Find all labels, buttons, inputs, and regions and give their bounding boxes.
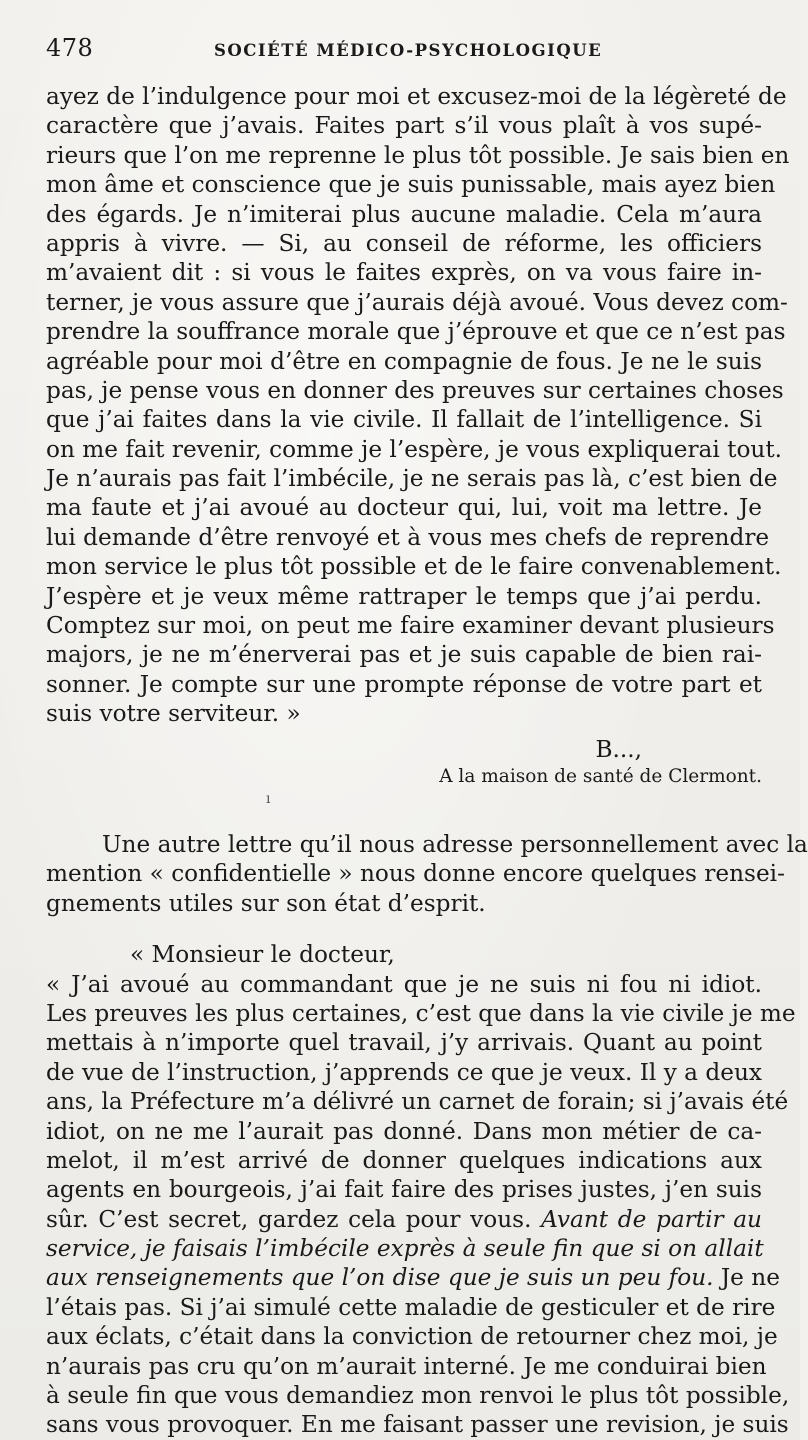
text-line: mettais à n’importe quel travail, j’y arrivais. Quant au point xyxy=(46,1029,762,1057)
text-line: de vue de l’instruction, j’apprends ce que je veux. Il y a deux xyxy=(46,1058,762,1086)
text-line: suis votre serviteur. » xyxy=(46,700,301,728)
text-line: aux éclats, c’était dans la conviction de retourner chez moi, je xyxy=(46,1323,778,1351)
text-line: Les preuves les plus certaines, c’est que dans la vie civile je me xyxy=(46,999,796,1027)
text-line: Je n’aurais pas fait l’imbécile, je ne serais pas là, c’est bien de xyxy=(46,465,778,493)
paragraph-gap xyxy=(46,808,764,830)
signature: B..., xyxy=(595,735,642,763)
signature-block xyxy=(46,735,762,790)
letter-two xyxy=(46,940,796,1440)
text-line: majors, je ne m’énerverai pas et je suis capable de bien rai- xyxy=(46,641,762,669)
text-line: sans vous provoquer. En me faisant passer une revision, je suis xyxy=(46,1411,789,1439)
text-line: ans, la Préfecture m’a délivré un carnet de forain; si j’avais été xyxy=(46,1088,789,1116)
text-line: lui demande d’être renvoyé et à vous mes chefs de reprendre xyxy=(46,523,770,551)
text-line: m’avaient dit : si vous le faites exprès, on va vous faire in- xyxy=(46,259,762,287)
text-line: mon service le plus tôt possible et de le faire convenablement. xyxy=(46,553,782,581)
letter-one xyxy=(46,82,790,808)
text-line: agréable pour moi d’être en compagnie de fous. Je ne le suis xyxy=(46,347,762,375)
text-line: appris à vivre. — Si, au conseil de réforme, les officiers xyxy=(46,229,762,257)
text-line: que j’ai faites dans la vie civile. Il fallait de l’intelligence. Si xyxy=(46,406,762,434)
text-line: sonner. Je compte sur une prompte réponse de votre part et xyxy=(46,670,762,698)
text-line: agents en bourgeois, j’ai fait faire des prises justes, j’en suis xyxy=(46,1176,762,1204)
page-number: 478 xyxy=(46,34,94,62)
roman-text: Je ne xyxy=(713,1264,780,1292)
text-line: gnements utiles sur son état d’esprit. xyxy=(46,889,486,917)
text-line: J’espère et je veux même rattraper le temps que j’ai perdu. xyxy=(46,582,762,610)
text-line: idiot, on ne me l’aurait pas donné. Dans mon métier de ca- xyxy=(46,1117,762,1145)
paragraph-two xyxy=(46,830,808,918)
text-line: mon âme et conscience que je suis punissable, mais ayez bien xyxy=(46,171,776,199)
roman-text: sûr. C’est secret, gardez cela pour vous. xyxy=(46,1205,542,1233)
text-line: caractère que j’avais. Faites part s’il vous plaît à vos supé- xyxy=(46,112,762,140)
text-line: à seule fin que vous demandiez mon renvoi le plus tôt possible, xyxy=(46,1382,790,1410)
text-line: mention « confidentielle » nous donne encore quelques rensei- xyxy=(46,860,785,888)
text-line: Une autre lettre qu’il nous adresse personnellement avec la xyxy=(102,830,808,858)
text-line: l’étais pas. Si j’ai simulé cette maladie de gesticuler et de rire xyxy=(46,1293,776,1321)
italic-text: Avant de partir au xyxy=(541,1205,762,1233)
italic-text: aux renseignements que l’on dise que je suis un peu fou. xyxy=(46,1264,714,1292)
running-head: SOCIÉTÉ MÉDICO-PSYCHOLOGIQUE xyxy=(214,41,603,60)
text-line: ma faute et j’ai avoué au docteur qui, lui, voit ma lettre. Je xyxy=(46,494,762,522)
text-line: rieurs que l’on me reprenne le plus tôt possible. Je sais bien en xyxy=(46,141,790,169)
text-line: melot, il m’est arrivé de donner quelques indications aux xyxy=(46,1146,762,1174)
page-header xyxy=(46,34,764,74)
mixed-text-line xyxy=(46,1205,762,1234)
text-line: terner, je vous assure que j’aurais déjà avoué. Vous devez com- xyxy=(46,288,788,316)
mixed-text-line xyxy=(46,1263,780,1292)
text-line: ayez de l’indulgence pour moi et excusez-moi de la légèreté de xyxy=(46,83,787,110)
text-line: n’aurais pas cru qu’on m’aurait interné. Je me conduirai bien xyxy=(46,1352,767,1380)
place-line: A la maison de santé de Clermont. xyxy=(439,765,762,787)
text-line: prendre la souffrance morale que j’éprouve et que ce n’est pas xyxy=(46,318,786,346)
stray-mark: ı xyxy=(266,790,271,807)
paragraph-gap xyxy=(46,918,764,940)
text-line: pas, je pense vous en donner des preuves sur certaines choses xyxy=(46,376,784,404)
italic-text-line: service, je faisais l’imbécile exprès à seule fin que si on allait xyxy=(46,1235,764,1263)
text-line: des égards. Je n’imiterai plus aucune maladie. Cela m’aura xyxy=(46,200,762,228)
text-line: « J’ai avoué au commandant que je ne suis ni fou ni idiot. xyxy=(46,970,762,998)
text-line: Comptez sur moi, on peut me faire examiner devant plusieurs xyxy=(46,612,775,640)
salutation: « Monsieur le docteur, xyxy=(130,941,395,969)
text-line: on me fait revenir, comme je l’espère, je vous expliquerai tout. xyxy=(46,435,783,463)
